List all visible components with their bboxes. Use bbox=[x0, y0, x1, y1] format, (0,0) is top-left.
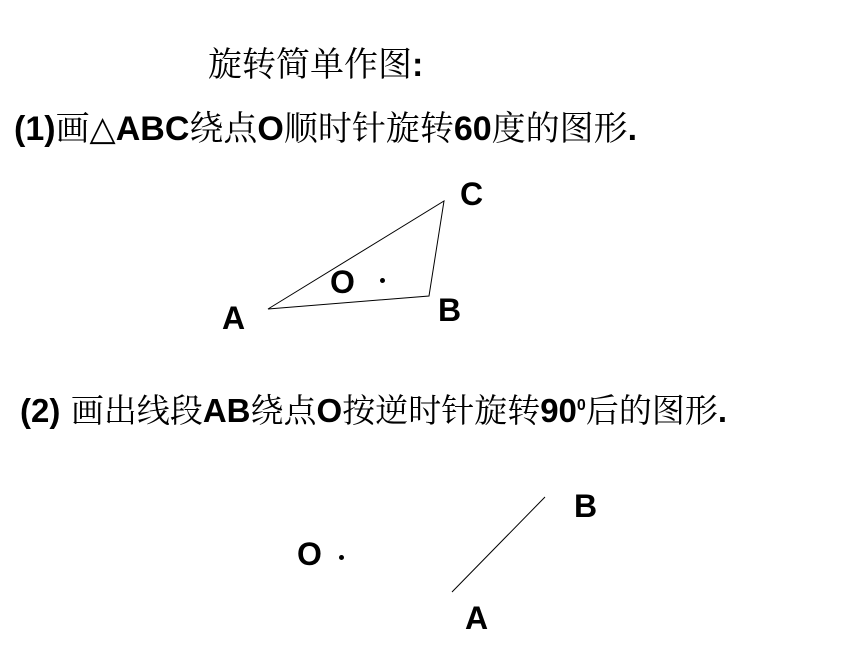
vertex-c-label: C bbox=[460, 176, 484, 212]
problem-2-text-a: 画出线段 bbox=[60, 391, 203, 430]
problem-1-period: . bbox=[627, 110, 638, 148]
problem-1-text-b: 绕点 bbox=[189, 109, 258, 149]
title-text: 旋转简单作图 bbox=[208, 45, 412, 85]
problem-2-number: (2) bbox=[20, 392, 61, 429]
center-o2-point bbox=[339, 555, 344, 560]
problem-1-text-d: 度的图形 bbox=[491, 109, 628, 149]
problem-2-text-c: 按逆时针旋转 bbox=[342, 391, 541, 430]
problem-1-text-c: 顺时针旋转 bbox=[283, 109, 454, 149]
problem-2-text-d: 后的图形 bbox=[585, 391, 718, 430]
center-o-label: O bbox=[330, 264, 355, 300]
center-o2-label: O bbox=[297, 536, 322, 572]
problem-1-text-a: 画△ bbox=[55, 109, 116, 149]
problem-2-segment-name: AB bbox=[202, 392, 251, 429]
point-a-label: A bbox=[465, 600, 489, 636]
problem-1-center-name: O bbox=[257, 110, 284, 148]
title-colon: : bbox=[412, 46, 424, 84]
problem-2-center-name: O bbox=[316, 392, 343, 429]
problem-2-angle: 90 bbox=[540, 392, 577, 429]
segment-ab bbox=[452, 497, 545, 592]
problem-1-angle: 60 bbox=[453, 110, 492, 148]
problem-2-period: . bbox=[717, 392, 727, 429]
problem-2-text-b: 绕点 bbox=[250, 391, 317, 430]
problem-1-number: (1) bbox=[14, 110, 56, 148]
vertex-a-label: A bbox=[222, 300, 246, 336]
point-b-label: B bbox=[574, 488, 598, 524]
vertex-b-label: B bbox=[438, 292, 462, 328]
problem-1-triangle-name: ABC bbox=[115, 110, 190, 148]
problem-2-degree-sup: 0 bbox=[576, 397, 586, 414]
